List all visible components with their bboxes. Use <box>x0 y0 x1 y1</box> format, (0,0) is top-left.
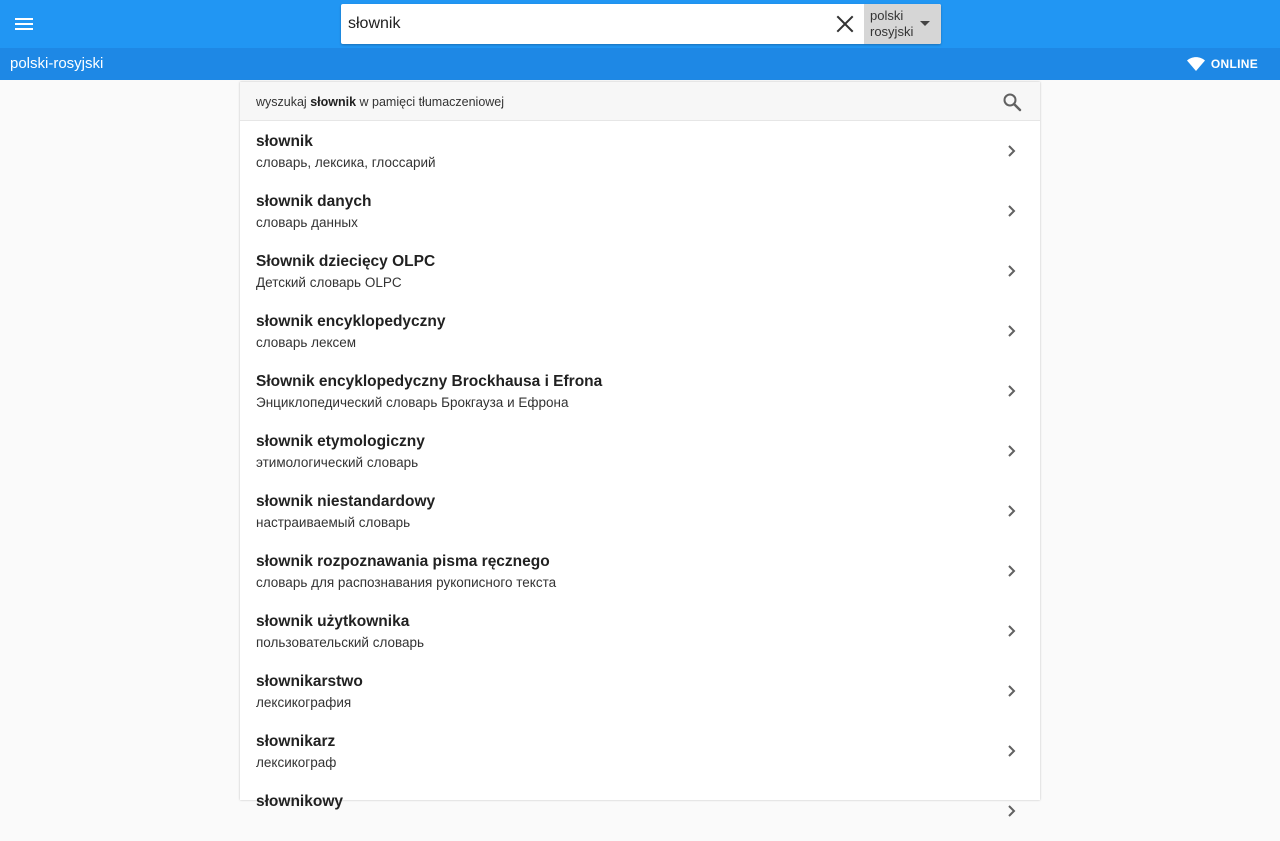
result-translation: настраиваемый словарь <box>256 515 411 530</box>
results-list <box>240 121 1040 841</box>
translation-memory-search[interactable] <box>240 82 1040 121</box>
chevron-right-icon <box>1004 621 1020 641</box>
language-pair-select[interactable] <box>864 4 941 44</box>
result-item[interactable] <box>240 661 1040 721</box>
chevron-right-icon <box>1004 681 1020 701</box>
connection-status <box>1187 56 1258 72</box>
result-term: słownik danych <box>256 193 372 210</box>
chevron-right-icon <box>1004 561 1020 581</box>
chevron-right-icon <box>1004 441 1020 461</box>
dictionary-bar <box>0 48 1280 80</box>
result-item[interactable] <box>240 301 1040 361</box>
chevron-right-icon <box>1004 741 1020 761</box>
chevron-right-icon <box>1004 321 1020 341</box>
result-translation: словарь, лексика, глоссарий <box>256 155 436 170</box>
result-term: słownik niestandardowy <box>256 493 436 510</box>
menu-button[interactable] <box>12 12 36 36</box>
target-language: rosyjski <box>870 24 914 39</box>
result-term: słownikowy <box>256 793 343 810</box>
result-term: słownikarz <box>256 733 336 750</box>
chevron-right-icon <box>1004 141 1020 161</box>
result-item[interactable] <box>240 601 1040 661</box>
result-term: słownik encyklopedyczny <box>256 313 446 330</box>
result-term: słownik etymologiczny <box>256 433 425 450</box>
chevron-right-icon <box>1004 501 1020 521</box>
wifi-icon <box>1187 57 1205 71</box>
result-term: słownik użytkownika <box>256 613 410 630</box>
search-icon <box>1002 92 1022 112</box>
result-term: słownik rozpoznawania pisma ręcznego <box>256 553 550 570</box>
result-translation: словарь для распознавания рукописного текста <box>256 575 557 590</box>
result-translation: словарь данных <box>256 215 358 230</box>
result-item[interactable] <box>240 361 1040 421</box>
memory-suffix: w pamięci tłumaczeniowej <box>359 95 505 109</box>
clear-search-button[interactable] <box>835 14 855 34</box>
memory-search-text <box>256 94 504 110</box>
close-icon <box>835 14 855 34</box>
result-translation: пользовательский словарь <box>256 635 425 650</box>
result-translation: этимологический словарь <box>256 455 419 470</box>
result-item[interactable] <box>240 181 1040 241</box>
result-translation: словарь лексем <box>256 335 357 350</box>
result-translation: лексикография <box>256 695 352 710</box>
result-term: Słownik encyklopedyczny Brockhausa i Efrona <box>256 373 603 390</box>
dictionary-title: polski-rosyjski <box>10 55 104 72</box>
memory-term: słownik <box>310 95 357 109</box>
result-item[interactable] <box>240 241 1040 301</box>
source-language: polski <box>870 8 904 23</box>
result-item[interactable] <box>240 541 1040 601</box>
result-item[interactable] <box>240 721 1040 781</box>
result-translation: Детский словарь OLPC <box>256 275 402 290</box>
result-term: słownik <box>256 133 313 150</box>
results-panel <box>240 82 1040 810</box>
result-term: Słownik dziecięcy OLPC <box>256 253 436 270</box>
result-term: słownikarstwo <box>256 673 363 690</box>
chevron-right-icon <box>1004 381 1020 401</box>
chevron-right-icon <box>1004 801 1020 821</box>
result-item[interactable] <box>240 781 1040 841</box>
top-app-bar <box>0 0 1280 48</box>
memory-prefix: wyszukaj <box>256 95 307 109</box>
result-item[interactable] <box>240 481 1040 541</box>
chevron-right-icon <box>1004 261 1020 281</box>
search-input[interactable] <box>341 4 831 44</box>
menu-icon <box>12 12 36 36</box>
status-label: ONLINE <box>1210 57 1258 71</box>
result-translation: Энциклопедический словарь Брокгауза и Ефрона <box>256 395 569 410</box>
caret-down-icon <box>920 21 930 26</box>
search-box <box>341 4 941 44</box>
result-translation: лексикограф <box>256 755 337 770</box>
result-item[interactable] <box>240 121 1040 181</box>
chevron-right-icon <box>1004 201 1020 221</box>
result-item[interactable] <box>240 421 1040 481</box>
